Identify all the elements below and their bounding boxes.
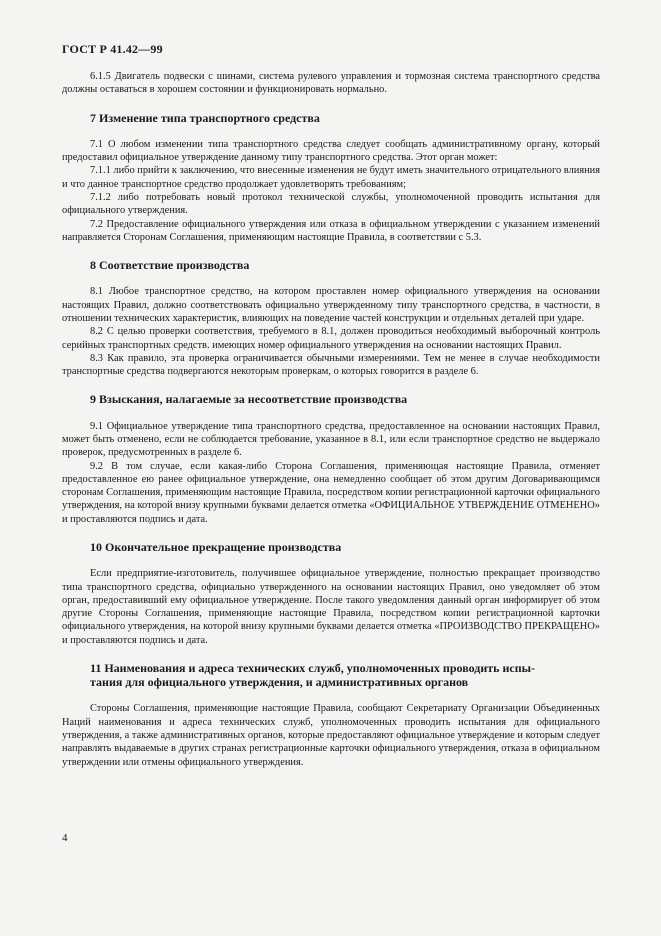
paragraph-9-1: 9.1 Официальное утверждение типа транспортного средства, предоставленное на основании настоящих Правил, может быть отменено, если не соблюдается требование, указанное в 8.1, или если транспортное средство не выдержало проверок, предусмотренных в разделе 6. [62,420,600,459]
page-number: 4 [62,832,68,844]
section-11-title-line2: тания для официального утверждения, и административных органов [90,675,469,690]
section-7-title: 7 Изменение типа транспортного средства [90,110,320,125]
paragraph-7-2: 7.2 Предоставление официального утверждения или отказа в официальном утверждении с указанием изменений направляется Сторонам Соглашения, применяющим настоящие Правила, в соответствии с 5.3. [62,218,600,243]
paragraph-7-1-1: 7.1.1 либо прийти к заключению, что внесенные изменения не будут иметь значительного отрицательного влияния и что данное транспортное средство продолжает удовлетворять требованиям; [62,165,600,190]
paragraph-9-2: 9.2 В том случае, если какая-либо Сторона Соглашения, применяющая настоящие Правила, отменяет предоставленное ею ранее официальное утверждение, она немедленно сообщает об этом другим Договаривающимся сторонам Соглашения, применяющим настоящие Правила, посредством копии регистрационной карточки официального утверждения, на которой внизу крупными буквами делается отметка «ОФИЦИАЛЬНОЕ УТВЕРЖДЕНИЕ ОТМЕНЕНО» и проставляются подпись и дата. [62,460,600,525]
section-9-title: 9 Взыскания, налагаемые за несоответствие производства [90,392,408,407]
paragraph-8-3: 8.3 Как правило, эта проверка ограничивается обычными измерениями. Тем не менее в случае необходимости транспортные средства подвергаются некоторым проверкам, о которых говорится в разделе 6. [62,352,600,378]
paragraph-7-1: 7.1 О любом изменении типа транспортного средства следует сообщать административному органу, который предоставил официальное утверждение данному типу транспортного средства. Этот орган может: [62,138,600,164]
paragraph-8-2: 8.2 С целью проверки соответствия, требуемого в 8.1, должен проводиться необходимый выборочный контроль серийных транспортных средств. имеющих номер официального утверждения на основании настоящих Правил. [62,326,600,351]
paragraph-7-1-2: 7.1.2 либо потребовать новый протокол технической службы, уполномоченной проводить испытания для официального утверждения. [62,191,600,217]
section-11-title-line1: 11 Наименования и адреса технических служб, уполномоченных проводить испы- [90,661,536,676]
paragraph-10: Если предприятие-изготовитель, получившее официальное утверждение, полностью прекращает производство типа транспортного средства, официально утвержденного на основании настоящих Правил, оно уведомляет об этом орган, предоставивший ему официальное утверждение. После такого уведомления данный орган информирует об этом другие Стороны Соглашения, применяющие настоящие Правила, посредством копии регистрационной карточки официального утверждения, на которой внизу крупными буквами делается отметка «ПРОИЗВОДСТВО ПРЕКРАЩЕНО» и проставляются подпись и дата. [62,568,601,646]
section-8-title: 8 Соответствие производства [90,258,250,273]
section-11-title [62,661,600,689]
section-10-title: 10 Окончательное прекращение производства [90,540,342,555]
paragraph-6-1-5: 6.1.5 Двигатель подвески с шинами, система рулевого управления и тормозная система транспортного средства должны оставаться в хорошем состоянии и функционировать нормально. [62,71,600,96]
paragraph-11: Стороны Соглашения, применяющие настоящие Правила, сообщают Секретариату Организации Объединенных Наций наименования и адреса технических служб, уполномоченных проводить испытания для официального утверждения, а также административных органов, которые предоставляют официальное утверждение и которым следует направлять выдаваемые в других странах регистрационные карточки официального утверждения, отказа в официальном утверждении или отмены официального утверждения. [62,703,600,768]
page-content [62,70,600,769]
doc-header: ГОСТ Р 41.42—99 [62,42,163,56]
paragraph-8-1: 8.1 Любое транспортное средство, на котором проставлен номер официального утверждения на основании настоящих Правил, должно соответствовать официально утвержденному типу транспортного средства, в частности, в отношении технических характеристик, влияющих на поведение частей конструкции и отдельных деталей при ударе. [62,286,600,324]
